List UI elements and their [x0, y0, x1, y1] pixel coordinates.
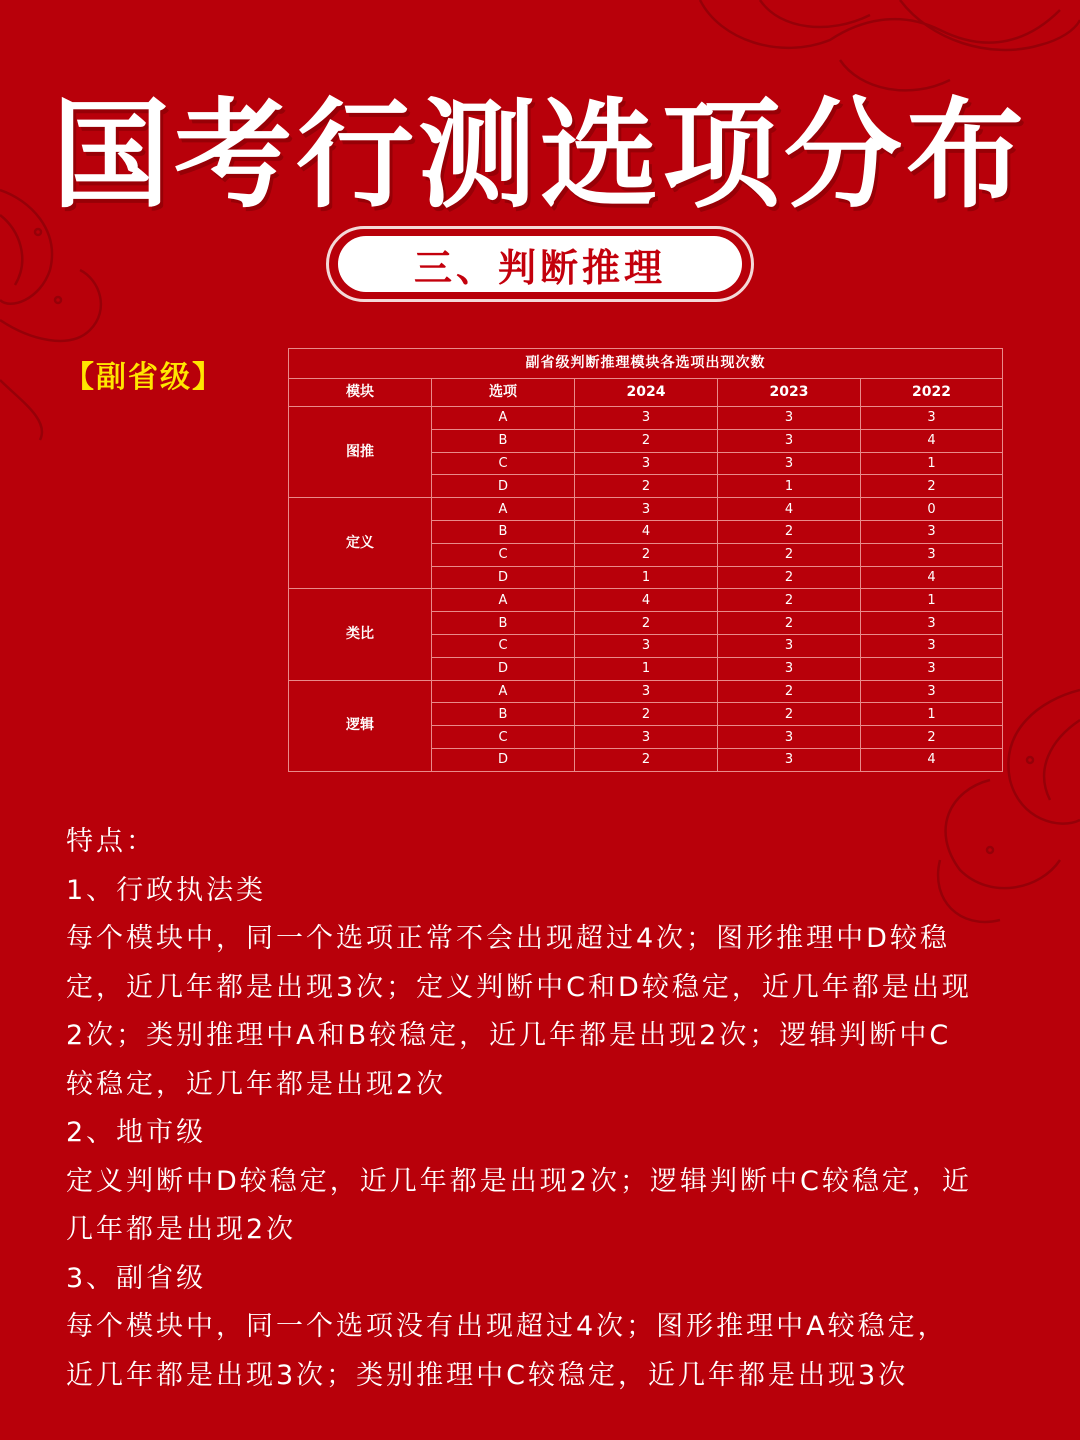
features-heading: 特点：: [66, 826, 156, 857]
count-cell: 4: [575, 520, 718, 543]
feature-line: 3、副省级: [66, 1262, 207, 1294]
count-cell: 3: [861, 634, 1003, 657]
count-cell: 2: [861, 726, 1003, 749]
option-cell: B: [432, 612, 575, 635]
option-cell: B: [432, 520, 575, 543]
option-cell: C: [432, 452, 575, 475]
count-cell: 2: [718, 543, 861, 566]
count-cell: 3: [861, 543, 1003, 566]
count-cell: 1: [861, 703, 1003, 726]
module-name-cell: 图推: [289, 407, 432, 498]
feature-line: 1、行政执法类: [66, 874, 267, 906]
features-text: [66, 867, 1026, 1401]
table-caption: 副省级判断推理模块各选项出现次数: [289, 349, 1003, 379]
option-cell: A: [432, 589, 575, 612]
feature-line: 每个模块中，同一个选项没有出现超过4次；图形推理中A较稳定，: [66, 1311, 948, 1342]
features-section: [66, 818, 1026, 1400]
count-cell: 4: [718, 498, 861, 521]
column-header: 选项: [432, 379, 575, 407]
feature-line: 定义判断中D较稳定，近几年都是出现2次；逻辑判断中C较稳定，近: [66, 1165, 972, 1197]
count-cell: 3: [575, 680, 718, 703]
count-cell: 3: [718, 452, 861, 475]
count-cell: 2: [861, 475, 1003, 498]
feature-line: 2、地市级: [66, 1117, 207, 1148]
column-header: 2023: [718, 379, 861, 407]
feature-line: 每个模块中，同一个选项正常不会出现超过4次；图形推理中D较稳: [66, 923, 950, 954]
option-cell: D: [432, 475, 575, 498]
count-cell: 3: [861, 680, 1003, 703]
option-cell: C: [432, 634, 575, 657]
count-cell: 3: [718, 657, 861, 680]
table-header-row: [289, 379, 1003, 407]
count-cell: 3: [718, 748, 861, 771]
count-cell: 2: [575, 612, 718, 635]
count-cell: 3: [575, 498, 718, 521]
feature-line: 2次；类别推理中A和B较稳定，近几年都是出现2次；逻辑判断中C: [66, 1020, 952, 1051]
count-cell: 2: [575, 543, 718, 566]
page-title: 国考行测选项分布: [51, 86, 1028, 224]
module-name-cell: 定义: [289, 498, 432, 589]
count-cell: 2: [718, 703, 861, 726]
count-cell: 3: [718, 429, 861, 452]
count-cell: 3: [861, 520, 1003, 543]
column-header: 模块: [289, 379, 432, 407]
option-cell: D: [432, 566, 575, 589]
count-cell: 3: [718, 726, 861, 749]
column-header: 2024: [575, 379, 718, 407]
count-cell: 3: [718, 407, 861, 430]
count-cell: 2: [575, 703, 718, 726]
option-cell: A: [432, 680, 575, 703]
option-cell: D: [432, 748, 575, 771]
count-cell: 2: [575, 748, 718, 771]
table-row: [289, 407, 1003, 430]
count-cell: 2: [718, 680, 861, 703]
module-name-cell: 逻辑: [289, 680, 432, 771]
option-cell: A: [432, 407, 575, 430]
module-name-cell: 类比: [289, 589, 432, 680]
count-cell: 4: [861, 429, 1003, 452]
count-cell: 2: [575, 429, 718, 452]
count-cell: 3: [575, 407, 718, 430]
table-row: [289, 680, 1003, 703]
feature-line: 较稳定，近几年都是出现2次: [66, 1068, 447, 1100]
option-cell: D: [432, 657, 575, 680]
count-cell: 1: [575, 566, 718, 589]
count-cell: 3: [718, 634, 861, 657]
count-cell: 1: [575, 657, 718, 680]
feature-line: 定，近几年都是出现3次；定义判断中C和D较稳定，近几年都是出现: [66, 971, 972, 1003]
count-cell: 4: [861, 566, 1003, 589]
count-cell: 3: [575, 726, 718, 749]
count-cell: 3: [575, 634, 718, 657]
feature-line: 几年都是出现2次: [66, 1214, 297, 1245]
count-cell: 2: [718, 589, 861, 612]
option-cell: C: [432, 543, 575, 566]
count-cell: 1: [718, 475, 861, 498]
section-label: 三、判断推理: [413, 245, 666, 290]
feature-line: 近几年都是出现3次；类别推理中C较稳定，近几年都是出现3次: [66, 1359, 909, 1391]
count-cell: 4: [861, 748, 1003, 771]
option-cell: C: [432, 726, 575, 749]
option-cell: B: [432, 703, 575, 726]
option-count-table: [288, 348, 1002, 772]
count-cell: 2: [718, 566, 861, 589]
count-cell: 2: [718, 520, 861, 543]
column-header: 2022: [861, 379, 1003, 407]
count-cell: 2: [718, 612, 861, 635]
count-cell: 3: [861, 407, 1003, 430]
count-cell: 4: [575, 589, 718, 612]
level-tag: 【副省级】: [64, 360, 224, 395]
option-cell: B: [432, 429, 575, 452]
count-cell: 3: [861, 657, 1003, 680]
count-cell: 3: [575, 452, 718, 475]
table-row: [289, 498, 1003, 521]
count-cell: 1: [861, 589, 1003, 612]
count-cell: 2: [575, 475, 718, 498]
count-cell: 3: [861, 612, 1003, 635]
section-pill: [338, 236, 742, 292]
count-cell: 1: [861, 452, 1003, 475]
table-row: [289, 589, 1003, 612]
option-cell: A: [432, 498, 575, 521]
count-cell: 0: [861, 498, 1003, 521]
